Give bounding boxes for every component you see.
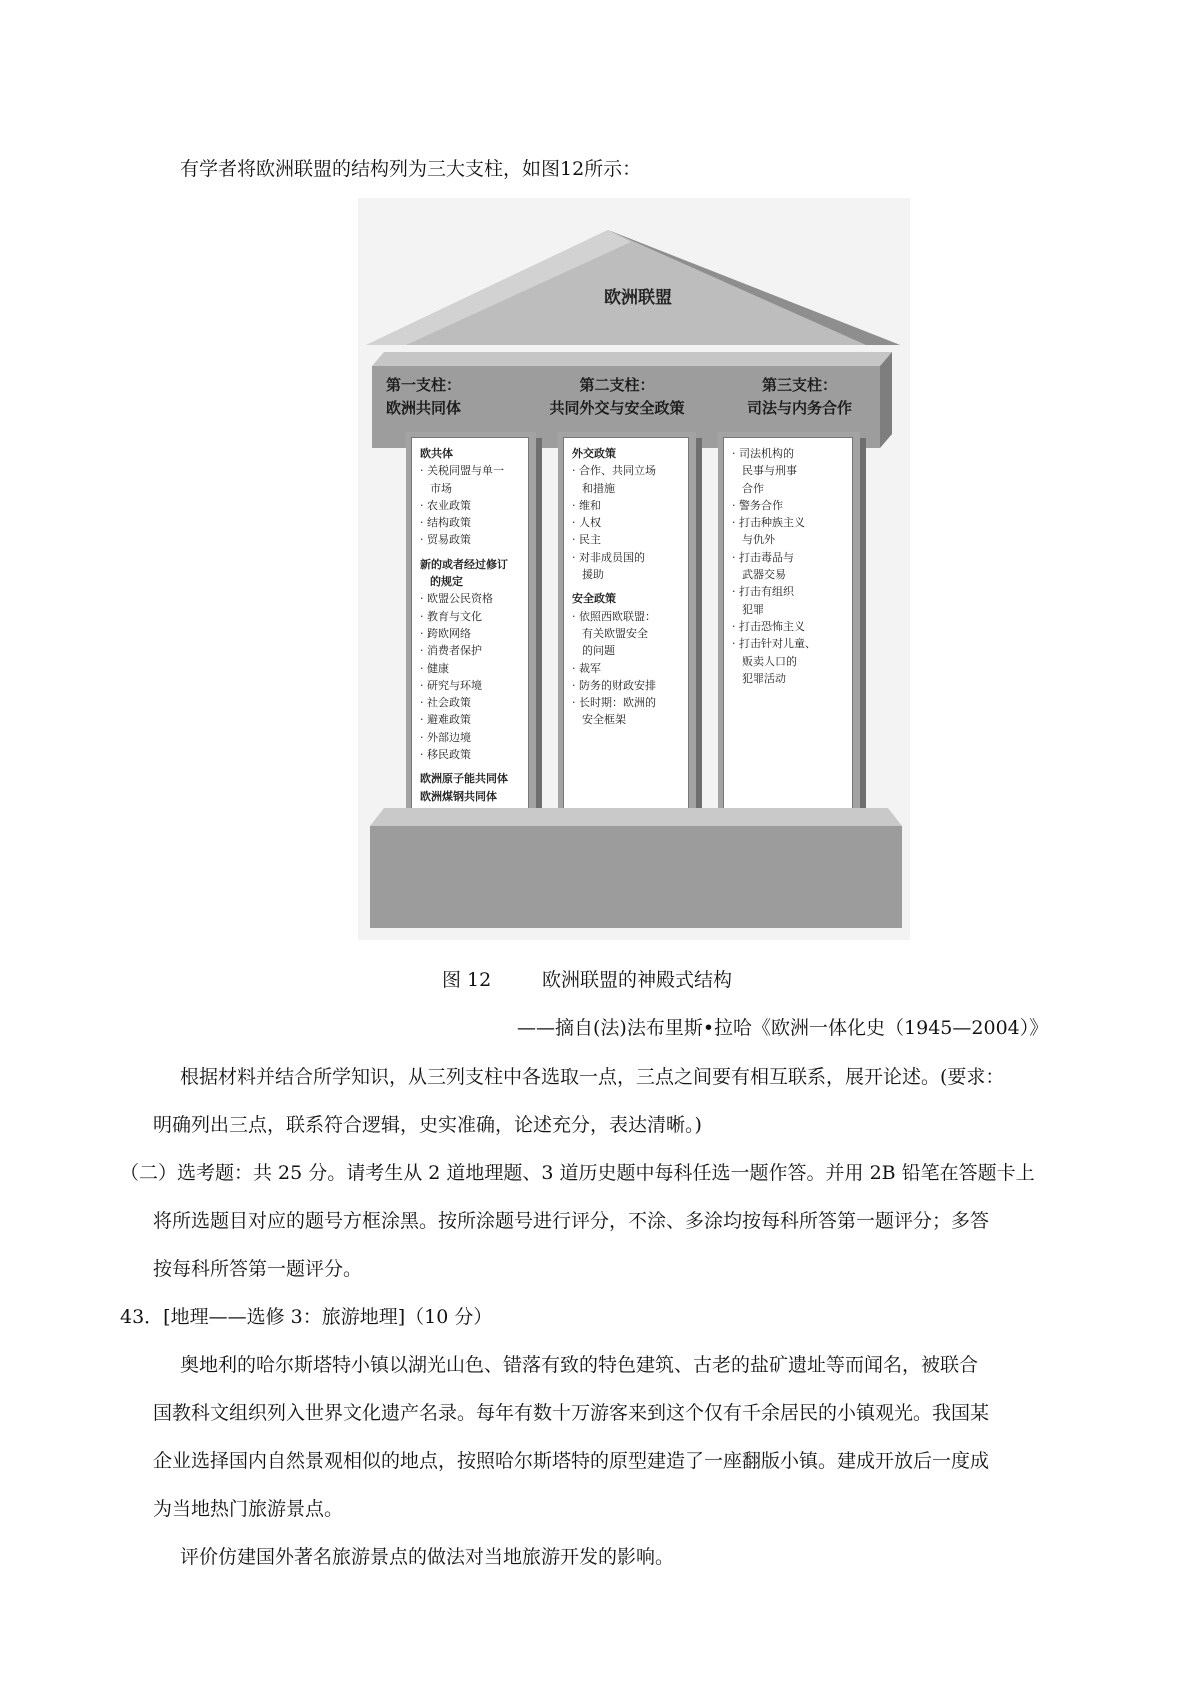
list-item: · 消费者保护 bbox=[420, 644, 482, 658]
pillar-1-list bbox=[412, 438, 528, 805]
q43-para1-line: 奥地利的哈尔斯塔特小镇以湖光山色、错落有致的特色建筑、古老的盐矿遗址等而闻名，被联合 bbox=[180, 1354, 979, 1376]
list-item: · 对非成员国的 bbox=[572, 550, 645, 564]
bullet-icon: · bbox=[420, 661, 427, 675]
list-item: 与仇外 bbox=[742, 533, 775, 547]
pillar-2-number: 第二支柱： bbox=[579, 376, 655, 394]
bullet-icon: · bbox=[732, 619, 739, 633]
bullet-icon: · bbox=[420, 730, 427, 744]
list-item: · 打击有组织 bbox=[732, 585, 794, 599]
list-item: · 欧盟公民资格 bbox=[420, 592, 493, 606]
bullet-icon: · bbox=[420, 644, 427, 658]
bullet-icon: · bbox=[420, 516, 427, 530]
pillar-3-list bbox=[724, 438, 852, 687]
list-item: · 维和 bbox=[572, 498, 601, 512]
bullet-icon: · bbox=[420, 609, 427, 623]
list-item: · 社会政策 bbox=[420, 696, 471, 710]
question-line-2: 明确列出三点，联系符合逻辑，史实准确，论述充分，表达清晰。) bbox=[153, 1114, 702, 1136]
list-item: · 研究与环境 bbox=[420, 678, 482, 692]
pillar-2-list bbox=[564, 438, 688, 729]
pillar-2-column bbox=[558, 432, 696, 840]
list-item: 合作 bbox=[742, 481, 764, 495]
list-item: 有关欧盟安全 bbox=[582, 626, 648, 640]
q43-para1-line: 国教科文组织列入世界文化遗产名录。每年有数十万游客来到这个仅有千余居民的小镇观光。我国某 bbox=[153, 1402, 990, 1424]
list-item: · 打击种族主义 bbox=[732, 516, 805, 530]
figure-caption-title: 欧洲联盟的神殿式结构 bbox=[542, 969, 733, 991]
list-item: · 合作、共同立场 bbox=[572, 464, 656, 478]
list-footer: 欧洲煤钢共同体 bbox=[420, 789, 497, 803]
list-item: · 民主 bbox=[572, 533, 601, 547]
intro-text: 有学者将欧洲联盟的结构列为三大支柱，如图12所示： bbox=[180, 158, 642, 180]
bullet-icon: · bbox=[420, 696, 427, 710]
bullet-icon: · bbox=[420, 748, 427, 762]
pillar-2-name: 共同外交与安全政策 bbox=[549, 399, 685, 417]
list-item: · 打击针对儿童、 bbox=[732, 637, 816, 651]
list-item: · 关税同盟与单一 bbox=[420, 464, 504, 478]
list-item: · 防务的财政安排 bbox=[572, 678, 656, 692]
list-item: 援助 bbox=[582, 568, 604, 582]
bullet-icon: · bbox=[420, 464, 427, 478]
list-item: 的问题 bbox=[582, 644, 615, 658]
list-item: 安全框架 bbox=[582, 713, 626, 727]
list-item: · 外部边境 bbox=[420, 730, 471, 744]
list-footer: 欧洲原子能共同体 bbox=[420, 772, 508, 786]
list-item: · 跨欧网络 bbox=[420, 626, 471, 640]
eu-temple-figure bbox=[358, 198, 910, 940]
list-item: · 教育与文化 bbox=[420, 609, 482, 623]
question-line-1: 根据材料并结合所学知识，从三列支柱中各选取一点，三点之间要有相互联系，展开论述。(要求： bbox=[180, 1066, 1005, 1088]
bullet-icon: · bbox=[572, 550, 579, 564]
figure-source: ——摘自(法)法布里斯•拉哈《欧洲一体化史（1945—2004）》 bbox=[517, 1017, 1049, 1039]
list-heading: 新的或者经过修订 bbox=[420, 557, 508, 571]
bullet-icon: · bbox=[572, 661, 579, 675]
bullet-icon: · bbox=[420, 533, 427, 547]
list-item: · 打击毒品与 bbox=[732, 550, 794, 564]
bullet-icon: · bbox=[732, 516, 739, 530]
list-item: · 结构政策 bbox=[420, 516, 471, 530]
bullet-icon: · bbox=[732, 498, 739, 512]
list-item: 民事与刑事 bbox=[742, 464, 797, 478]
bullet-icon: · bbox=[572, 696, 579, 710]
pillar-3-column bbox=[718, 432, 860, 840]
list-heading: 安全政策 bbox=[572, 592, 616, 606]
pillar-2-header bbox=[532, 374, 702, 420]
list-item: · 依照西欧联盟： bbox=[572, 609, 656, 623]
list-item: · 打击恐怖主义 bbox=[732, 619, 805, 633]
bullet-icon: · bbox=[572, 533, 579, 547]
list-item: · 避难政策 bbox=[420, 713, 471, 727]
list-heading: 欧共体 bbox=[420, 447, 453, 460]
pillar-3-name: 司法与内务合作 bbox=[746, 399, 852, 417]
list-item: 市场 bbox=[430, 481, 452, 495]
list-item: 武器交易 bbox=[742, 568, 786, 582]
q43-para2: 评价仿建国外著名旅游景点的做法对当地旅游开发的影响。 bbox=[180, 1546, 675, 1568]
list-item: 和措施 bbox=[582, 481, 615, 495]
bullet-icon: · bbox=[572, 464, 579, 478]
section2-line-2: 将所选题目对应的题号方框涂黑。按所涂题号进行评分，不涂、多涂均按每科所答第一题评分；多答 bbox=[153, 1210, 990, 1232]
pillar-1-number: 第一支柱： bbox=[386, 376, 462, 394]
bullet-icon: · bbox=[420, 498, 427, 512]
bullet-icon: · bbox=[572, 609, 579, 623]
bullet-icon: · bbox=[572, 678, 579, 692]
pillar-1-column bbox=[406, 432, 536, 850]
pillar-3-number: 第三支柱： bbox=[761, 376, 837, 394]
list-item: 犯罪活动 bbox=[742, 671, 786, 685]
bullet-icon: · bbox=[572, 498, 579, 512]
pillar-1-name: 欧洲共同体 bbox=[386, 399, 462, 417]
list-item: · 长时期：欧洲的 bbox=[572, 696, 656, 710]
q43-para1-line: 为当地热门旅游景点。 bbox=[153, 1498, 344, 1520]
q43-title: 43．[地理——选修 3：旅游地理]（10 分） bbox=[120, 1306, 493, 1328]
list-item: · 贸易政策 bbox=[420, 533, 471, 547]
bullet-icon: · bbox=[420, 626, 427, 640]
list-item: · 健康 bbox=[420, 661, 449, 675]
list-item: 犯罪 bbox=[742, 602, 764, 616]
bullet-icon: · bbox=[572, 516, 579, 530]
list-item: · 司法机构的 bbox=[732, 447, 794, 460]
pillar-3-header bbox=[737, 374, 862, 420]
roof-label: 欧洲联盟 bbox=[604, 288, 672, 308]
bullet-icon: · bbox=[732, 585, 739, 599]
temple-base bbox=[370, 808, 902, 928]
figure-caption-number: 图 12 bbox=[442, 969, 492, 991]
list-item: · 农业政策 bbox=[420, 498, 471, 512]
section2-line-1: （二）选考题：共 25 分。请考生从 2 道地理题、3 道历史题中每科任选一题作答。并用 2B 铅笔在答题卡上 bbox=[120, 1162, 1035, 1184]
list-item: · 移民政策 bbox=[420, 748, 471, 762]
list-heading: 的规定 bbox=[430, 575, 463, 589]
list-item: 贩卖人口的 bbox=[742, 654, 797, 668]
bullet-icon: · bbox=[420, 592, 427, 606]
section2-line-3: 按每科所答第一题评分。 bbox=[153, 1258, 363, 1280]
list-item: · 裁军 bbox=[572, 661, 601, 675]
bullet-icon: · bbox=[732, 637, 739, 651]
list-heading: 外交政策 bbox=[572, 447, 616, 460]
list-item: · 人权 bbox=[572, 516, 601, 530]
q43-para1-line: 企业选择国内自然景观相似的地点，按照哈尔斯塔特的原型建造了一座翻版小镇。建成开放后一度成 bbox=[153, 1450, 990, 1472]
list-item: · 警务合作 bbox=[732, 498, 783, 512]
bullet-icon: · bbox=[732, 550, 739, 564]
pillar-1-header bbox=[386, 374, 461, 420]
bullet-icon: · bbox=[420, 713, 427, 727]
bullet-icon: · bbox=[732, 447, 739, 460]
bullet-icon: · bbox=[420, 678, 427, 692]
